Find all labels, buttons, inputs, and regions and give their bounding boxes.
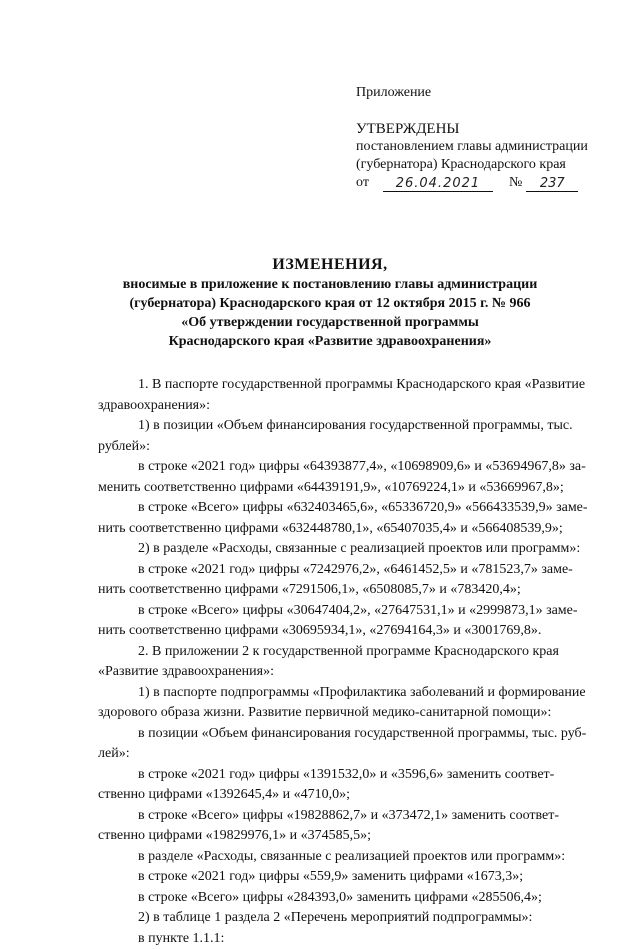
body-line: менить соответственно цифрами «64439191,9», «10769224,1» и «53669967,8»; [98, 478, 618, 499]
body-line: 1) в позиции «Объем финансирования государственной программы, тыс. [98, 416, 618, 437]
body-line: в строке «2021 год» цифры «7242976,2», «6461452,5» и «781523,7» заме- [98, 560, 618, 581]
body-line: здравоохранения»: [98, 396, 618, 417]
body-line: ственно цифрами «1392645,4» и «4710,0»; [98, 785, 618, 806]
date-number-line [356, 174, 626, 192]
handwritten-number: 237 [526, 176, 578, 192]
title-line-2: (губернатора) Краснодарского края от 12 октября 2015 г. № 966 [60, 294, 600, 313]
body-line: в разделе «Расходы, связанные с реализацией проектов или программ»: [98, 847, 618, 868]
body-line: лей»: [98, 744, 618, 765]
approval-line-1: постановлением главы администрации [356, 138, 626, 156]
body-line: 2) в разделе «Расходы, связанные с реализацией проектов или программ»: [98, 539, 618, 560]
body-line: 2) в таблице 1 раздела 2 «Перечень мероприятий подпрограммы»: [98, 908, 618, 929]
title-line-1: вносимые в приложение к постановлению главы администрации [60, 275, 600, 294]
body-line: здорового образа жизни. Развитие первичной медико-санитарной помощи»: [98, 703, 618, 724]
body-line: нить соответственно цифрами «632448780,1», «65407035,4» и «566408539,9»; [98, 519, 618, 540]
body-line: в пункте 1.1.1: [98, 929, 618, 949]
body-line: 1) в паспорте подпрограммы «Профилактика заболеваний и формирование [98, 683, 618, 704]
title-line-4: Краснодарского края «Развитие здравоохранения» [60, 332, 600, 351]
approved-label: УТВЕРЖДЕНЫ [356, 120, 626, 138]
body-line: 1. В паспорте государственной программы Краснодарского края «Развитие [98, 375, 618, 396]
handwritten-date: 26.04.2021 [383, 176, 493, 192]
number-label: № [509, 174, 522, 192]
body-line: «Развитие здравоохранения»: [98, 662, 618, 683]
body-line: в строке «Всего» цифры «30647404,2», «27647531,1» и «2999873,1» заме- [98, 601, 618, 622]
body-line: в позиции «Объем финансирования государственной программы, тыс. руб- [98, 724, 618, 745]
body-line: 2. В приложении 2 к государственной программе Краснодарского края [98, 642, 618, 663]
body-line: нить соответственно цифрами «7291506,1», «6508085,7» и «783420,4»; [98, 580, 618, 601]
approval-block [356, 84, 626, 192]
body-line: в строке «Всего» цифры «19828862,7» и «373472,1» заменить соответ- [98, 806, 618, 827]
body-line: нить соответственно цифрами «30695934,1», «27694164,3» и «3001769,8». [98, 621, 618, 642]
body-line: ственно цифрами «19829976,1» и «374585,5»; [98, 826, 618, 847]
title-heading: ИЗМЕНЕНИЯ, [60, 255, 600, 275]
document-body [98, 375, 618, 949]
body-line: в строке «Всего» цифры «284393,0» заменить цифрами «285506,4»; [98, 888, 618, 909]
body-line: в строке «Всего» цифры «632403465,6», «65336720,9» «566433539,9» заме- [98, 498, 618, 519]
annex-label: Приложение [356, 84, 626, 102]
body-line: в строке «2021 год» цифры «559,9» заменить цифрами «1673,3»; [98, 867, 618, 888]
document-title [60, 255, 600, 351]
title-line-3: «Об утверждении государственной программы [60, 313, 600, 332]
body-line: в строке «2021 год» цифры «1391532,0» и «3596,6» заменить соответ- [98, 765, 618, 786]
from-label: от [356, 174, 369, 192]
approval-line-2: (губернатора) Краснодарского края [356, 156, 626, 174]
body-line: рублей»: [98, 437, 618, 458]
body-line: в строке «2021 год» цифры «64393877,4», «10698909,6» и «53694967,8» за- [98, 457, 618, 478]
